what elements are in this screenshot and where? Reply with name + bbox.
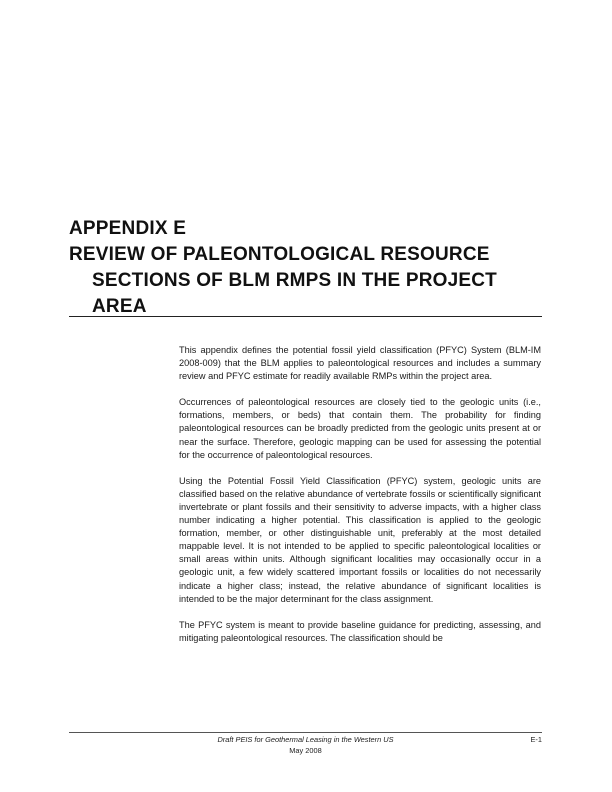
paragraph-3: Using the Potential Fossil Yield Classification (PFYC) system, geologic units are classified based on the relative abundance of vertebrate fossils or scientifically significant invertebrate or plant fossils and their sensitivity to adverse impacts, with a higher class number indicating a higher potential. This classification is applied to the geologic formation, member, or other distinguishable unit, preferably at the most detailed mappable level. It is not intended to be applied to specific paleontological localities or small areas within units. Although significant localities may occasionally occur in a geologic unit, a few widely scattered important fossils or localities do not necessarily indicate a higher class; instead, the relative abundance of significant localities is intended to be the major determinant for the class assignment. (179, 475, 541, 604)
paragraph-4: The PFYC system is meant to provide baseline guidance for predicting, assessing, and mitigating paleontological resources. The classification should be (179, 619, 541, 643)
footer-rule (69, 732, 542, 733)
footer-document-title: Draft PEIS for Geothermal Leasing in the Western US (217, 735, 394, 744)
heading-line-3: SECTIONS OF BLM RMPS IN THE PROJECT (92, 270, 497, 291)
heading-line-1: APPENDIX E (69, 218, 187, 239)
heading-rule (69, 316, 542, 317)
page-number: E-1 (530, 735, 542, 744)
heading-line-2: REVIEW OF PALEONTOLOGICAL RESOURCE (69, 244, 490, 265)
heading-line-4: AREA (92, 296, 147, 317)
appendix-heading (69, 216, 541, 320)
paragraph-1: This appendix defines the potential fossil yield classification (PFYC) System (BLM-IM 2008-009) that the BLM applies to paleontological resources and includes a summary review and PFYC estimate for readily available RMPs within the project area. (179, 345, 541, 382)
body-text (179, 344, 541, 658)
footer-date: May 2008 (289, 746, 322, 755)
paragraph-2: Occurrences of paleontological resources are closely tied to the geologic units (i.e., formations, members, or beds) that contain them. The probability for finding paleontological resources can be broadly predicted from the geologic units present at or near the surface. Therefore, geologic mapping can be used for assessing the potential for the occurrence of paleontological resources. (179, 397, 541, 460)
